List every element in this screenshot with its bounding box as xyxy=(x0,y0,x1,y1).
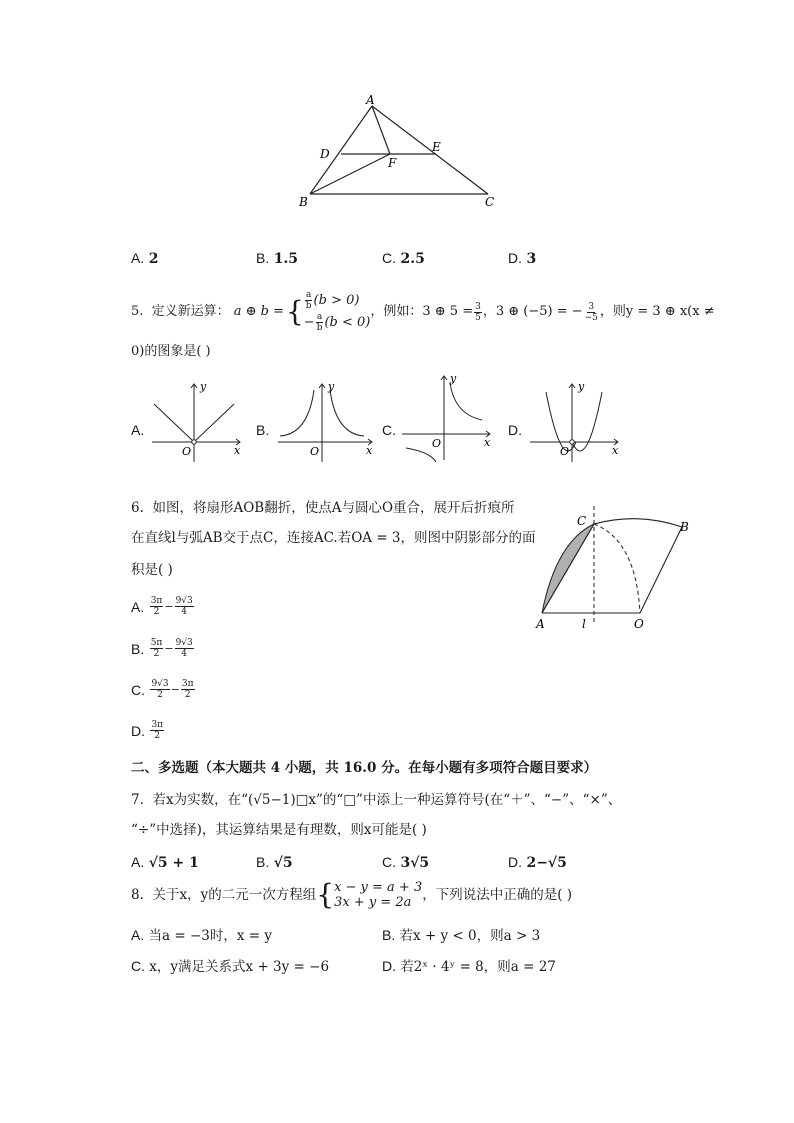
q4-option-c: C. 2.5 xyxy=(382,250,425,267)
svg-text:x: x xyxy=(234,444,241,457)
q7-stem-line2: “÷”中选择)，其运算结果是有理数，则x可能是( ) xyxy=(131,822,427,838)
svg-text:O: O xyxy=(182,445,192,458)
svg-text:l: l xyxy=(582,617,586,631)
q7-option-d: D. 2−√5 xyxy=(508,854,567,871)
svg-text:O: O xyxy=(634,617,644,631)
q6-stem-line2: 在直线l与弧AB交于点C，连接AC.若OA = 3，则图中阴影部分的面 xyxy=(131,530,536,546)
q6-stem-line1: 6. 如图，将扇形AOB翻折，使点A与圆心O重合，展开后折痕所 xyxy=(131,500,515,516)
label-d: D xyxy=(320,147,330,161)
svg-text:y: y xyxy=(578,380,585,393)
label-f: F xyxy=(388,156,397,170)
label-a: A xyxy=(366,93,375,107)
svg-text:B: B xyxy=(680,520,689,534)
svg-text:O: O xyxy=(560,445,570,458)
svg-text:C: C xyxy=(577,514,587,528)
svg-text:O: O xyxy=(432,437,442,450)
label-c: C xyxy=(485,195,495,209)
q8-option-c: C. x，y满足关系式x + 3y = −6 xyxy=(131,958,330,975)
svg-text:x: x xyxy=(366,444,373,457)
q6-option-c: C. $\frac{9√3}{2}$ − $\frac{3\pi}{2}$ xyxy=(131,679,194,700)
q5-stem: 5. 定义新运算： a ⊕ b = { $\frac{a}{b}$ (b > 0) − $\frac{a}{b}$ (b < 0) ，例如：3 ⊕ 5 = $\frac{3}{5}$ ，3 ⊕ (−5) = − $\frac{3}{-5}$ ，则y = 3 ⊕ x(x ≠ xyxy=(131,290,715,333)
q5-graph-a xyxy=(148,378,248,464)
triangle-figure xyxy=(290,92,510,212)
q7-stem-line1: 7. 若x为实数，在“(√5−1)□x”的“□”中添上一种运算符号(在“＋”、“−”、“×”、 xyxy=(131,792,622,808)
label-e: E xyxy=(432,140,441,154)
sector-figure xyxy=(530,500,700,632)
q8-option-d: D. 若2ˣ · 4ʸ = 8，则a = 27 xyxy=(382,958,556,975)
q8-option-b: B. 若x + y < 0，则a > 3 xyxy=(382,927,541,944)
q8-option-a: A. 当a = −3时，x = y xyxy=(131,927,273,944)
q6-option-a: A. $\frac{3\pi}{2}$ − $\frac{9√3}{4}$ xyxy=(131,596,193,617)
svg-text:y: y xyxy=(200,380,207,393)
q5-option-b-label: B. xyxy=(256,422,270,438)
q5-option-a-label: A. xyxy=(131,422,145,438)
q6-stem-line3: 积是( ) xyxy=(131,562,173,578)
q7-option-a: A. √5 + 1 xyxy=(131,854,199,871)
svg-text:x: x xyxy=(484,436,491,449)
q5-graph-d xyxy=(526,378,626,464)
label-b: B xyxy=(299,195,308,209)
q6-option-d: D. $\frac{3\pi}{2}$ xyxy=(131,720,164,741)
q8-stem: 8. 关于x，y的二元一次方程组 { x − y = a + 3 3x + y = 2a ，下列说法中正确的是( ) xyxy=(131,878,573,911)
section-header-multiple-choice: 二、多选题（本大题共 4 小题，共 16.0 分。在每小题有多项符合题目要求） xyxy=(131,760,598,776)
svg-text:A: A xyxy=(536,617,545,631)
q5-graph-c xyxy=(398,370,498,464)
q4-option-b: B. 1.5 xyxy=(256,250,299,267)
q4-option-a: A. 2 xyxy=(131,250,159,267)
svg-text:O: O xyxy=(310,445,320,458)
q5-option-c-label: C. xyxy=(382,422,396,438)
q5-stem-line2: 0)的图象是( ) xyxy=(131,344,211,359)
svg-text:y: y xyxy=(328,380,335,393)
q7-option-c: C. 3√5 xyxy=(382,854,430,871)
q5-graph-b xyxy=(274,378,380,464)
q7-option-b: B. √5 xyxy=(256,854,293,871)
svg-text:y: y xyxy=(450,372,457,385)
q4-option-d: D. 3 xyxy=(508,250,537,267)
svg-text:x: x xyxy=(612,444,619,457)
q6-option-b: B. $\frac{5\pi}{2}$ − $\frac{9√3}{4}$ xyxy=(131,638,193,659)
q5-option-d-label: D. xyxy=(508,422,522,438)
